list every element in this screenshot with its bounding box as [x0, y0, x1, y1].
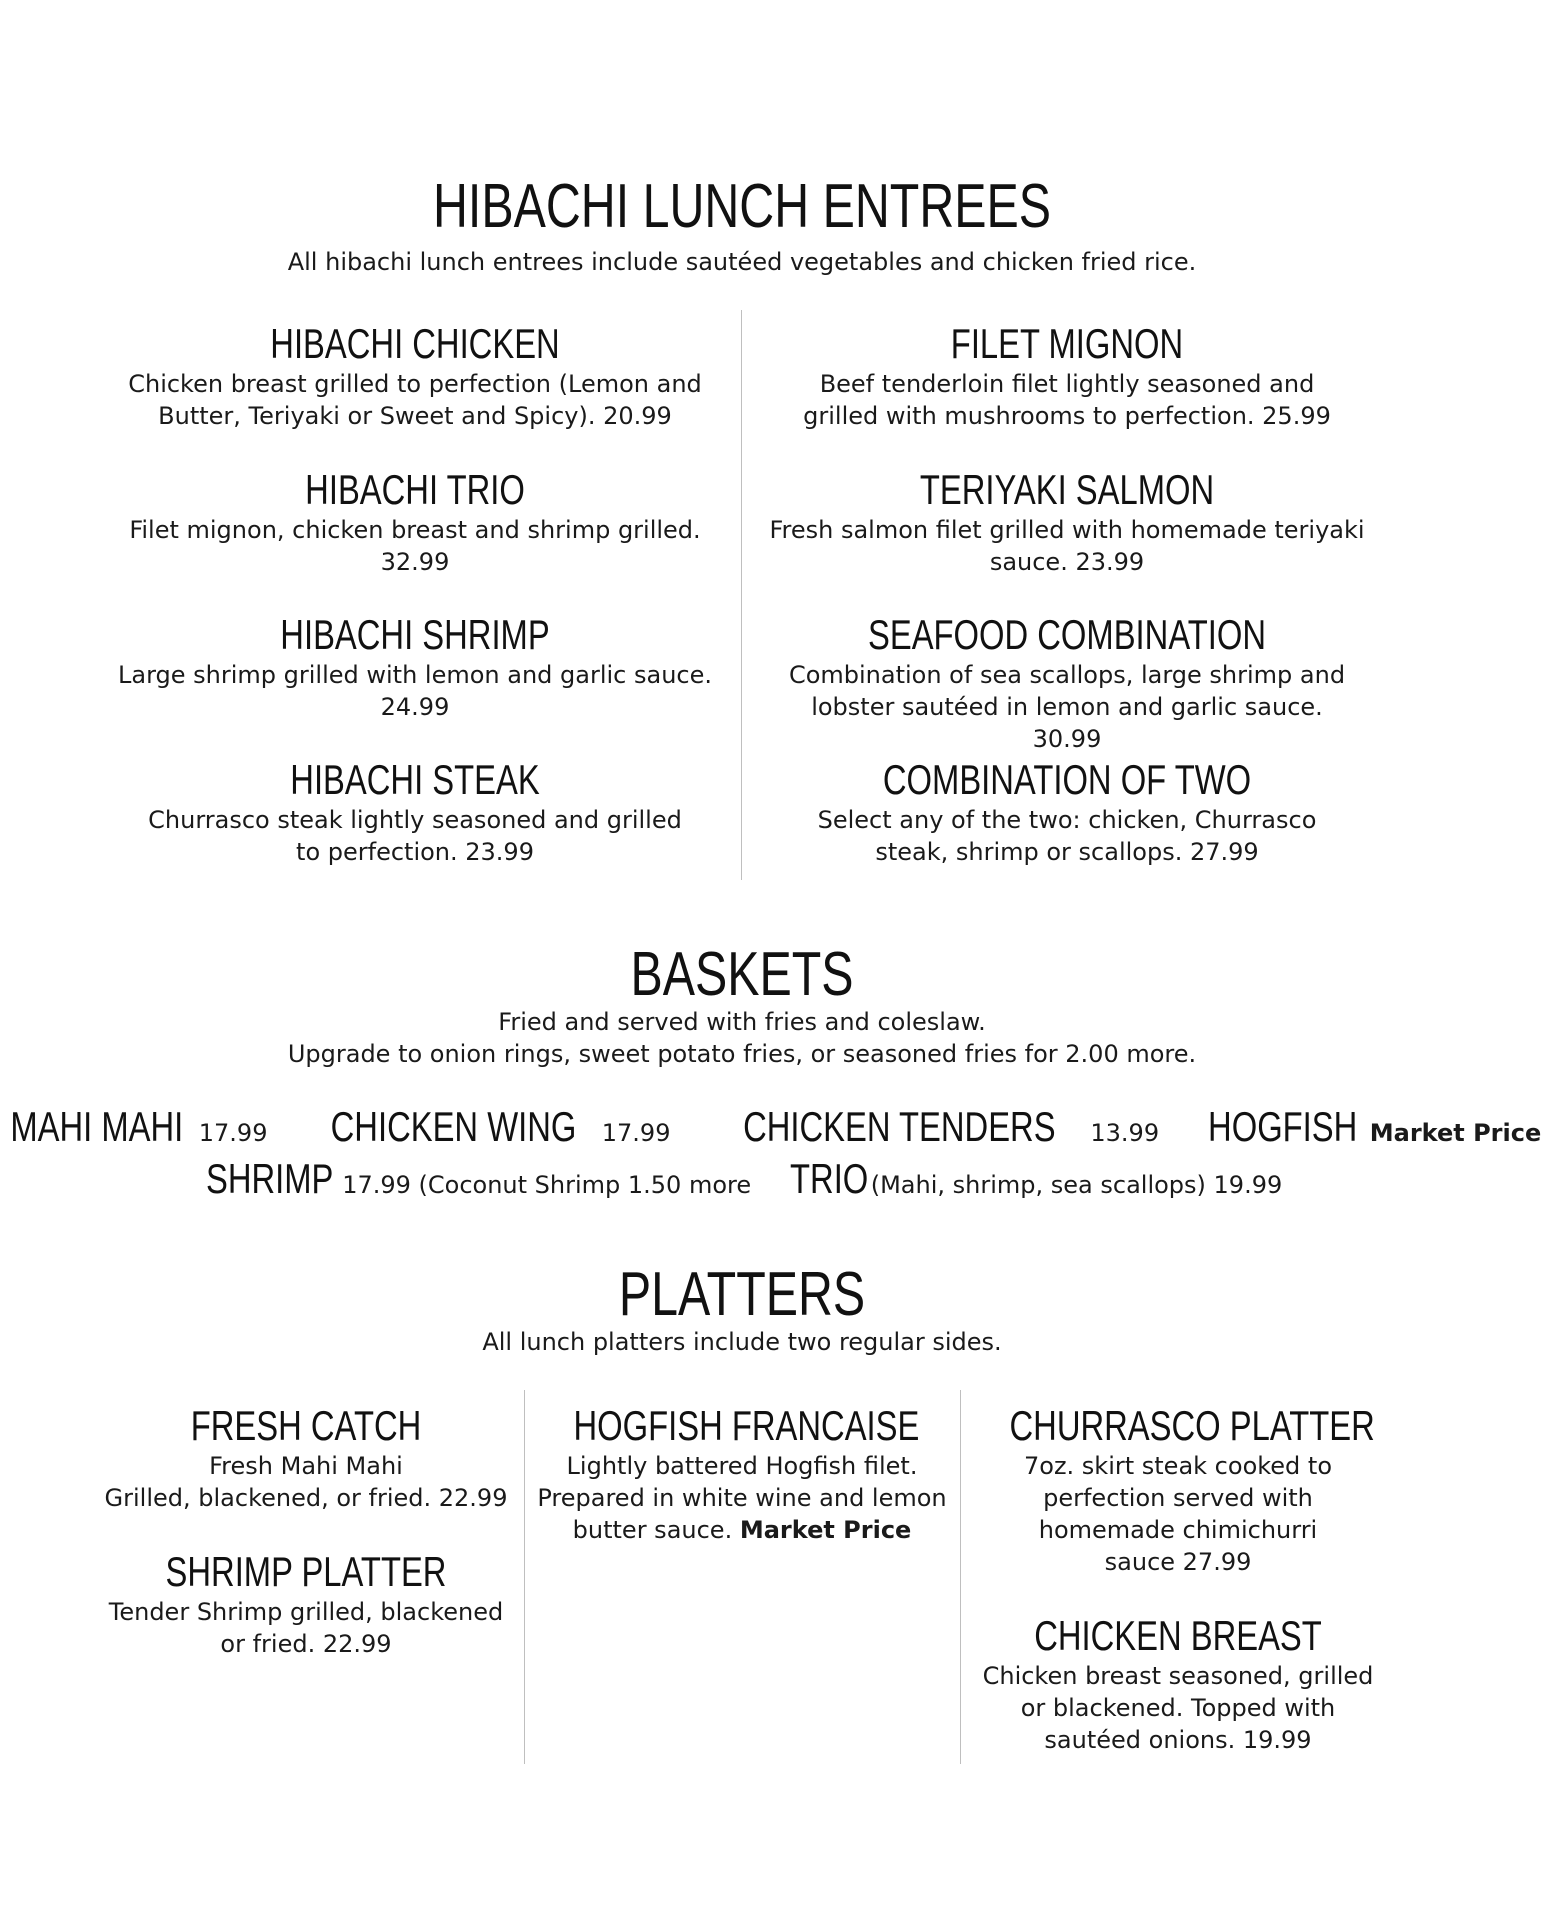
baskets-row-2	[0, 1154, 1484, 1204]
basket-name: MAHI MAHI	[10, 1103, 184, 1150]
section-subtitle-platters: All lunch platters include two regular sides.	[482, 1328, 1002, 1356]
item-title: HOGFISH FRANCAISE	[573, 1402, 920, 1449]
basket-name: HOGFISH	[1208, 1103, 1358, 1150]
section-title-baskets: BASKETS	[630, 940, 854, 1009]
item-description: Chicken breast seasoned, grilled or blackened. Topped with sautéed onions. 19.99	[982, 1662, 1374, 1754]
item-title: HIBACHI SHRIMP	[280, 611, 550, 658]
menu-item	[962, 1612, 1394, 1756]
menu-item	[762, 320, 1372, 432]
menu-item	[90, 1548, 522, 1660]
section-subtitle-hibachi: All hibachi lunch entrees include sautéed vegetables and chicken fried rice.	[287, 248, 1197, 276]
column-divider	[741, 310, 742, 880]
item-description: Grilled, blackened, or fried. 22.99	[104, 1484, 508, 1512]
basket-price: 17.99 (Coconut Shrimp 1.50 more	[342, 1171, 752, 1199]
menu-item	[762, 756, 1372, 868]
item-description: 7oz. skirt steak cooked to perfection served with homemade chimichurri sauce 27.99	[1023, 1452, 1333, 1576]
column-divider	[524, 1390, 525, 1764]
menu-item	[110, 611, 720, 723]
item-description: Filet mignon, chicken breast and shrimp grilled. 32.99	[129, 516, 701, 576]
item-description: Beef tenderloin filet lightly seasoned and grilled with mushrooms to perfection. 25.99	[803, 370, 1331, 430]
column-divider	[960, 1390, 961, 1764]
item-title: HIBACHI CHICKEN	[270, 320, 560, 367]
item-title: HIBACHI STEAK	[290, 756, 540, 803]
basket-price: Market Price	[1369, 1119, 1541, 1147]
basket-price: 17.99	[198, 1119, 268, 1147]
item-title: FRESH CATCH	[190, 1402, 422, 1449]
basket-name: CHICKEN WING	[330, 1103, 577, 1150]
item-title: HIBACHI TRIO	[305, 466, 525, 513]
baskets-note-2: Upgrade to onion rings, sweet potato fries, or seasoned fries for 2.00 more.	[287, 1040, 1197, 1068]
menu-item	[962, 1402, 1394, 1578]
item-title: TERIYAKI SALMON	[919, 466, 1215, 513]
basket-price: 17.99	[601, 1119, 671, 1147]
basket-name: SHRIMP	[205, 1155, 334, 1202]
item-title: SHRIMP PLATTER	[165, 1548, 447, 1595]
section-title-platters: PLATTERS	[618, 1260, 866, 1329]
menu-item	[110, 466, 720, 578]
basket-name: TRIO	[790, 1155, 869, 1202]
item-title: CHURRASCO PLATTER	[1009, 1402, 1375, 1449]
item-price: Market Price	[739, 1516, 912, 1544]
item-title: CHICKEN BREAST	[1034, 1612, 1322, 1659]
menu-item	[526, 1402, 958, 1546]
section-title-hibachi: HIBACHI LUNCH ENTREES	[432, 172, 1052, 241]
item-description: Churrasco steak lightly seasoned and grilled to perfection. 23.99	[148, 806, 682, 866]
baskets-row-1	[0, 1102, 1541, 1152]
baskets-note-1: Fried and served with fries and coleslaw.	[498, 1008, 986, 1036]
item-title: COMBINATION OF TWO	[882, 756, 1252, 803]
item-description: Lightly battered Hogfish filet. Prepared in white wine and lemon butter sauce.	[537, 1452, 947, 1544]
menu-item	[90, 1402, 522, 1514]
menu-item	[110, 756, 720, 868]
item-description: Combination of sea scallops, large shrimp and lobster sautéed in lemon and garlic sauce. 30.99	[788, 661, 1346, 753]
item-description: Tender Shrimp grilled, blackened or fried. 22.99	[108, 1598, 504, 1658]
item-description: Fresh Mahi Mahi	[209, 1452, 403, 1480]
item-description: Fresh salmon filet grilled with homemade teriyaki sauce. 23.99	[769, 516, 1365, 576]
item-title: FILET MIGNON	[950, 320, 1184, 367]
item-description: Chicken breast grilled to perfection (Lemon and Butter, Teriyaki or Sweet and Spicy). 20.99	[128, 370, 702, 430]
item-title: SEAFOOD COMBINATION	[867, 611, 1266, 658]
item-description: Large shrimp grilled with lemon and garlic sauce. 24.99	[117, 661, 713, 721]
menu-item	[110, 320, 720, 432]
menu-item	[762, 466, 1372, 578]
basket-name: CHICKEN TENDERS	[742, 1103, 1056, 1150]
basket-price: 13.99	[1090, 1119, 1160, 1147]
basket-price: (Mahi, shrimp, sea scallops) 19.99	[870, 1171, 1283, 1199]
item-description: Select any of the two: chicken, Churrasco steak, shrimp or scallops. 27.99	[817, 806, 1317, 866]
menu-item	[762, 611, 1372, 755]
